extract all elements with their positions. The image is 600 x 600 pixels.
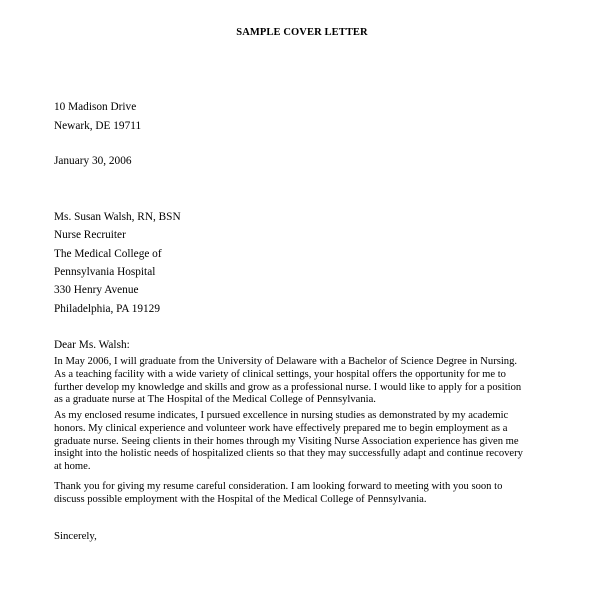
closing: Sincerely,	[54, 530, 97, 542]
recipient-org-line2: Pennsylvania Hospital	[54, 266, 156, 278]
paragraph-line: In May 2006, I will graduate from the University of Delaware with a Bachelor of Science Degree in Nursing.	[54, 356, 518, 367]
paragraph-line: as a graduate nurse at The Hospital of the Medical College of Pennsylvania.	[54, 394, 376, 406]
paragraph-line: As my enclosed resume indicates, I pursued excellence in nursing studies as demonstrated by my academic	[54, 410, 509, 421]
recipient-street: 330 Henry Avenue	[54, 284, 139, 296]
body-paragraph-1	[54, 356, 554, 407]
paragraph-line: at home.	[54, 461, 91, 473]
sender-city: Newark, DE 19711	[54, 120, 142, 132]
paragraph-line: graduate nurse. Seeing clients in their homes through my Visiting Nurse Association experience has given me	[54, 435, 519, 447]
recipient-position: Nurse Recruiter	[54, 229, 126, 241]
body-paragraph-3	[54, 481, 554, 507]
salutation: Dear Ms. Walsh:	[54, 339, 130, 351]
paragraph-line: Thank you for giving my resume careful consideration. I am looking forward to meeting with you soon to	[54, 481, 503, 492]
paragraph-line: discuss possible employment with the Hospital of the Medical College of Pennsylvania.	[54, 493, 427, 505]
paragraph-line: insight into the holistic needs of hospitalized clients so that they may successfully adapt and continue recovery	[54, 448, 523, 460]
document-title: SAMPLE COVER LETTER	[236, 27, 368, 38]
letter-date: January 30, 2006	[54, 155, 132, 167]
recipient-name: Ms. Susan Walsh, RN, BSN	[54, 211, 181, 223]
paragraph-line: further develop my knowledge and skills and grow as a professional nurse. I would like to apply for a position	[54, 381, 522, 393]
body-paragraph-2	[54, 410, 554, 474]
sender-street: 10 Madison Drive	[54, 101, 137, 113]
recipient-city: Philadelphia, PA 19129	[54, 303, 160, 315]
paragraph-line: honors. My clinical experience and volunteer work have effectively prepared me to begin employment as a	[54, 422, 508, 434]
paragraph-line: As a teaching facility with a wide variety of clinical settings, your hospital offers the opportunity for me to	[54, 368, 506, 380]
recipient-org-line1: The Medical College of	[54, 248, 162, 260]
